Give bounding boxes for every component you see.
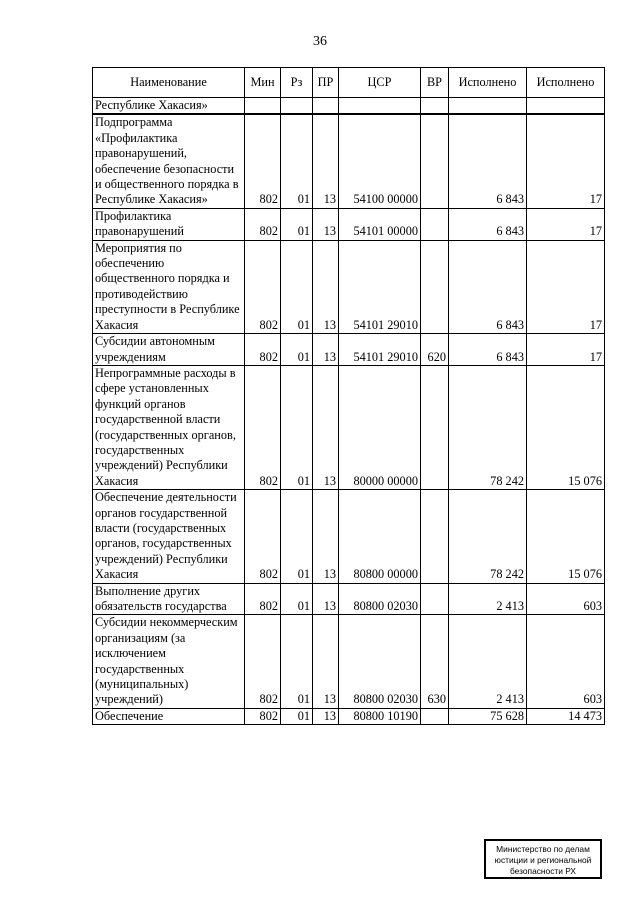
header-exec1: Исполнено: [449, 68, 527, 98]
cell-rz: 01: [281, 208, 313, 240]
cell-rz: [281, 98, 313, 115]
cell-vr: [421, 208, 449, 240]
cell-min: 802: [245, 240, 281, 333]
cell-rz: 01: [281, 114, 313, 208]
cell-name: Обеспечение деятельности органов государственной власти (государственных органов, государственных учреждений) Республики Хакасия: [93, 490, 245, 583]
cell-pr: 13: [313, 208, 339, 240]
table-row: [93, 615, 605, 708]
table-row: [93, 365, 605, 489]
table-row: [93, 208, 605, 240]
cell-rz: 01: [281, 615, 313, 708]
cell-pr: 13: [313, 334, 339, 366]
cell-rz: 01: [281, 365, 313, 489]
cell-pr: 13: [313, 114, 339, 208]
cell-csr: 54100 00000: [339, 114, 421, 208]
cell-exec1: 75 628: [449, 708, 527, 724]
cell-min: 802: [245, 490, 281, 583]
cell-exec1: 6 843: [449, 240, 527, 333]
budget-table: [92, 67, 605, 725]
cell-vr: [421, 490, 449, 583]
cell-min: 802: [245, 114, 281, 208]
header-rz: Рз: [281, 68, 313, 98]
table-row: [93, 583, 605, 615]
cell-exec2: 15 076: [527, 490, 605, 583]
table-row: [93, 114, 605, 208]
cell-exec2: 17: [527, 208, 605, 240]
cell-csr: 80000 00000: [339, 365, 421, 489]
header-pr: ПР: [313, 68, 339, 98]
cell-min: 802: [245, 583, 281, 615]
cell-exec2: 14 473: [527, 708, 605, 724]
cell-name: Республике Хакасия»: [93, 98, 245, 115]
cell-rz: 01: [281, 240, 313, 333]
header-min: Мин: [245, 68, 281, 98]
header-name: Наименование: [93, 68, 245, 98]
cell-csr: 80800 02030: [339, 583, 421, 615]
cell-vr: 630: [421, 615, 449, 708]
cell-name: Мероприятия по обеспечению общественного порядка и противодействию преступности в Республике Хакасия: [93, 240, 245, 333]
table-row: [93, 98, 605, 115]
cell-exec1: 6 843: [449, 208, 527, 240]
cell-exec2: 17: [527, 334, 605, 366]
cell-min: 802: [245, 208, 281, 240]
cell-min: 802: [245, 365, 281, 489]
cell-name: Обеспечение: [93, 708, 245, 724]
cell-exec2: 15 076: [527, 365, 605, 489]
cell-pr: 13: [313, 708, 339, 724]
cell-min: 802: [245, 615, 281, 708]
cell-csr: 80800 10190: [339, 708, 421, 724]
cell-csr: 54101 00000: [339, 208, 421, 240]
stamp-line: безопасности РХ: [509, 866, 577, 876]
cell-csr: 54101 29010: [339, 334, 421, 366]
cell-exec1: 2 413: [449, 615, 527, 708]
cell-rz: 01: [281, 490, 313, 583]
table-row: [93, 240, 605, 333]
table-header-row: [93, 68, 605, 98]
cell-vr: [421, 708, 449, 724]
cell-pr: 13: [313, 240, 339, 333]
cell-csr: 80800 00000: [339, 490, 421, 583]
table-row: [93, 490, 605, 583]
cell-vr: [421, 240, 449, 333]
cell-exec1: [449, 98, 527, 115]
cell-name: Профилактика правонарушений: [93, 208, 245, 240]
cell-min: 802: [245, 334, 281, 366]
cell-pr: 13: [313, 365, 339, 489]
cell-vr: 620: [421, 334, 449, 366]
cell-exec1: 6 843: [449, 114, 527, 208]
cell-min: [245, 98, 281, 115]
cell-pr: 13: [313, 490, 339, 583]
cell-name: Непрограммные расходы в сфере установленных функций органов государственной власти (государственных органов, государственных учреждений) Республики Хакасия: [93, 365, 245, 489]
table-row: [93, 708, 605, 724]
cell-rz: 01: [281, 708, 313, 724]
cell-exec2: 17: [527, 114, 605, 208]
cell-vr: [421, 114, 449, 208]
cell-exec1: 2 413: [449, 583, 527, 615]
cell-name: Подпрограмма «Профилактика правонарушений, обеспечение безопасности и общественного порядка в Республике Хакасия»: [93, 114, 245, 208]
cell-name: Субсидии автономным учреждениям: [93, 334, 245, 366]
header-csr: ЦСР: [339, 68, 421, 98]
header-vr: ВР: [421, 68, 449, 98]
cell-exec2: 603: [527, 615, 605, 708]
stamp-line: юстиции и региональной: [494, 855, 592, 865]
cell-rz: 01: [281, 583, 313, 615]
cell-csr: 54101 29010: [339, 240, 421, 333]
cell-exec2: [527, 98, 605, 115]
cell-name: Субсидии некоммерческим организациям (за исключением государственных (муниципальных) учреждений): [93, 615, 245, 708]
cell-rz: 01: [281, 334, 313, 366]
cell-exec2: 17: [527, 240, 605, 333]
ministry-stamp: [484, 839, 602, 879]
cell-pr: 13: [313, 615, 339, 708]
cell-pr: [313, 98, 339, 115]
cell-exec1: 6 843: [449, 334, 527, 366]
cell-exec1: 78 242: [449, 365, 527, 489]
cell-name: Выполнение других обязательств государства: [93, 583, 245, 615]
table-row: [93, 334, 605, 366]
cell-vr: [421, 98, 449, 115]
stamp-line: Министерство по делам: [496, 844, 590, 854]
table-body: [93, 98, 605, 725]
cell-exec1: 78 242: [449, 490, 527, 583]
cell-csr: 80800 02030: [339, 615, 421, 708]
header-exec2: Исполнено: [527, 68, 605, 98]
cell-pr: 13: [313, 583, 339, 615]
cell-vr: [421, 583, 449, 615]
cell-min: 802: [245, 708, 281, 724]
cell-vr: [421, 365, 449, 489]
page-number: 36: [313, 34, 327, 49]
cell-exec2: 603: [527, 583, 605, 615]
cell-csr: [339, 98, 421, 115]
